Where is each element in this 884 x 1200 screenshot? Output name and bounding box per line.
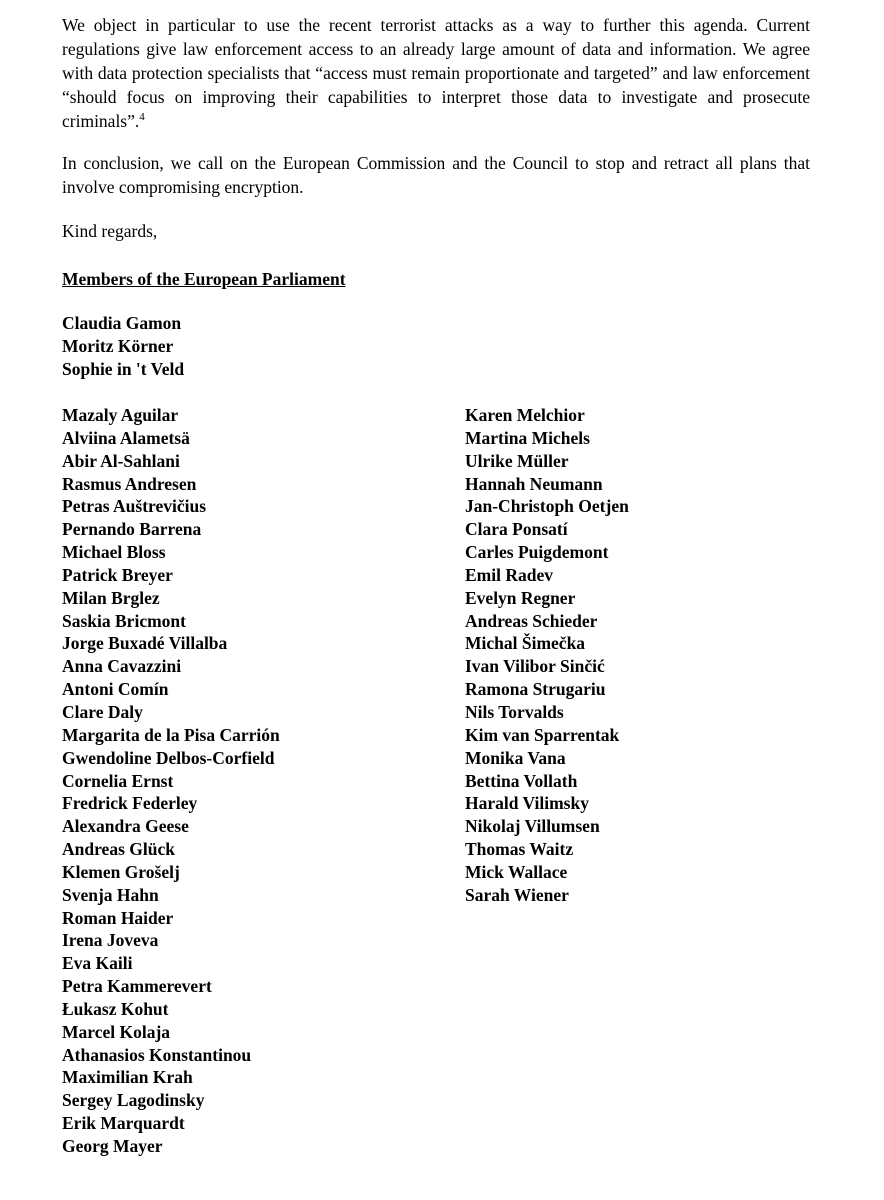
- signatory-name: Mazaly Aguilar: [62, 405, 179, 425]
- signatory-name: Marcel Kolaja: [62, 1021, 171, 1042]
- signatory-name: Sophie in 't Veld: [62, 358, 185, 379]
- signatory-name: Abir Al-Sahlani: [62, 450, 180, 471]
- objection-text: We object in particular to use the recent terrorist attacks as a way to further this agenda. Current regulations give law enforcement access to an already large amount of data and information. We agree with data protection specialists that “access must remain proportionate and targeted” and law enforcement “should focus on improving their capabilities to interpret those data to investigate and prosecute criminals”.: [62, 15, 810, 131]
- signatory-name: Martina Michels: [465, 427, 590, 448]
- footnote-marker: 4: [139, 111, 145, 124]
- signatory-name: Alexandra Geese: [62, 816, 189, 837]
- signatory-name: Sarah Wiener: [465, 884, 569, 905]
- signatory-name: Carles Puigdemont: [465, 542, 609, 563]
- signatory-name: Anna Cavazzini: [62, 656, 182, 677]
- signatory-name: Bettina Vollath: [465, 770, 578, 791]
- signatory-name: Ulrike Müller: [465, 450, 569, 471]
- signatory-name: Kim van Sparrentak: [465, 724, 620, 745]
- signatory-name: Gwendoline Delbos-Corfield: [62, 747, 275, 768]
- signatory-name: Mick Wallace: [465, 861, 568, 882]
- signatory-name: Thomas Waitz: [465, 839, 574, 860]
- signatories-right-column: [465, 404, 629, 907]
- signatory-name: Moritz Körner: [62, 335, 174, 356]
- signatory-name: Harald Vilimsky: [465, 793, 589, 814]
- signatory-name: Irena Joveva: [62, 930, 159, 951]
- signatories-heading: Members of the European Parliament: [62, 269, 346, 289]
- signatory-name: Michal Šimečka: [465, 633, 586, 654]
- signatory-name: Sergey Lagodinsky: [62, 1090, 205, 1111]
- signatory-name: Jan-Christoph Oetjen: [465, 496, 629, 517]
- signatory-name: Evelyn Regner: [465, 587, 576, 608]
- signatory-name: Clara Ponsatí: [465, 519, 568, 540]
- signatory-name: Milan Brglez: [62, 587, 160, 608]
- signatory-name: Roman Haider: [62, 907, 174, 928]
- signatory-name: Andreas Glück: [62, 839, 175, 860]
- signatory-name: Klemen Grošelj: [62, 861, 180, 882]
- closing-salutation: Kind regards,: [62, 221, 158, 241]
- signatory-name: Emil Radev: [465, 564, 553, 585]
- signatory-name: Rasmus Andresen: [62, 473, 197, 494]
- signatory-name: Ramona Strugariu: [465, 679, 606, 700]
- signatory-name: Athanasios Konstantinou: [62, 1044, 252, 1065]
- lead-signatories-list: [62, 312, 184, 381]
- signatory-name: Eva Kaili: [62, 953, 133, 974]
- signatory-name: Erik Marquardt: [62, 1113, 185, 1134]
- signatory-name: Maximilian Krah: [62, 1067, 193, 1088]
- signatory-name: Fredrick Federley: [62, 793, 198, 814]
- signatory-name: Nils Torvalds: [465, 701, 564, 722]
- signatory-name: Monika Vana: [465, 747, 566, 768]
- signatory-name: Pernando Barrena: [62, 519, 202, 540]
- signatory-name: Nikolaj Villumsen: [465, 816, 600, 837]
- signatory-name: Cornelia Ernst: [62, 770, 174, 791]
- signatory-name: Georg Mayer: [62, 1136, 163, 1156]
- signatory-name: Michael Bloss: [62, 542, 166, 563]
- signatory-name: Margarita de la Pisa Carrión: [62, 724, 280, 745]
- signatories-left-column: [62, 404, 280, 1158]
- conclusion-paragraph: In conclusion, we call on the European Commission and the Council to stop and retract all plans that involve compromising encryption.: [62, 153, 810, 197]
- signatory-name: Hannah Neumann: [465, 473, 603, 494]
- signatory-name: Alviina Alametsä: [62, 427, 190, 448]
- signatory-name: Petras Auštrevičius: [62, 496, 207, 517]
- signatory-name: Jorge Buxadé Villalba: [62, 633, 228, 654]
- signatory-name: Claudia Gamon: [62, 313, 182, 333]
- signatory-name: Svenja Hahn: [62, 884, 159, 905]
- signatory-name: Clare Daly: [62, 701, 143, 722]
- objection-paragraph: [62, 13, 810, 133]
- signatory-name: Andreas Schieder: [465, 610, 598, 631]
- signatory-name: Saskia Bricmont: [62, 610, 186, 631]
- signatory-name: Antoni Comín: [62, 679, 169, 700]
- signatory-name: Łukasz Kohut: [62, 998, 169, 1019]
- signatory-name: Ivan Vilibor Sinčić: [465, 656, 605, 677]
- signatory-name: Karen Melchior: [465, 405, 585, 425]
- signatory-name: Patrick Breyer: [62, 564, 173, 585]
- signatory-name: Petra Kammerevert: [62, 976, 212, 997]
